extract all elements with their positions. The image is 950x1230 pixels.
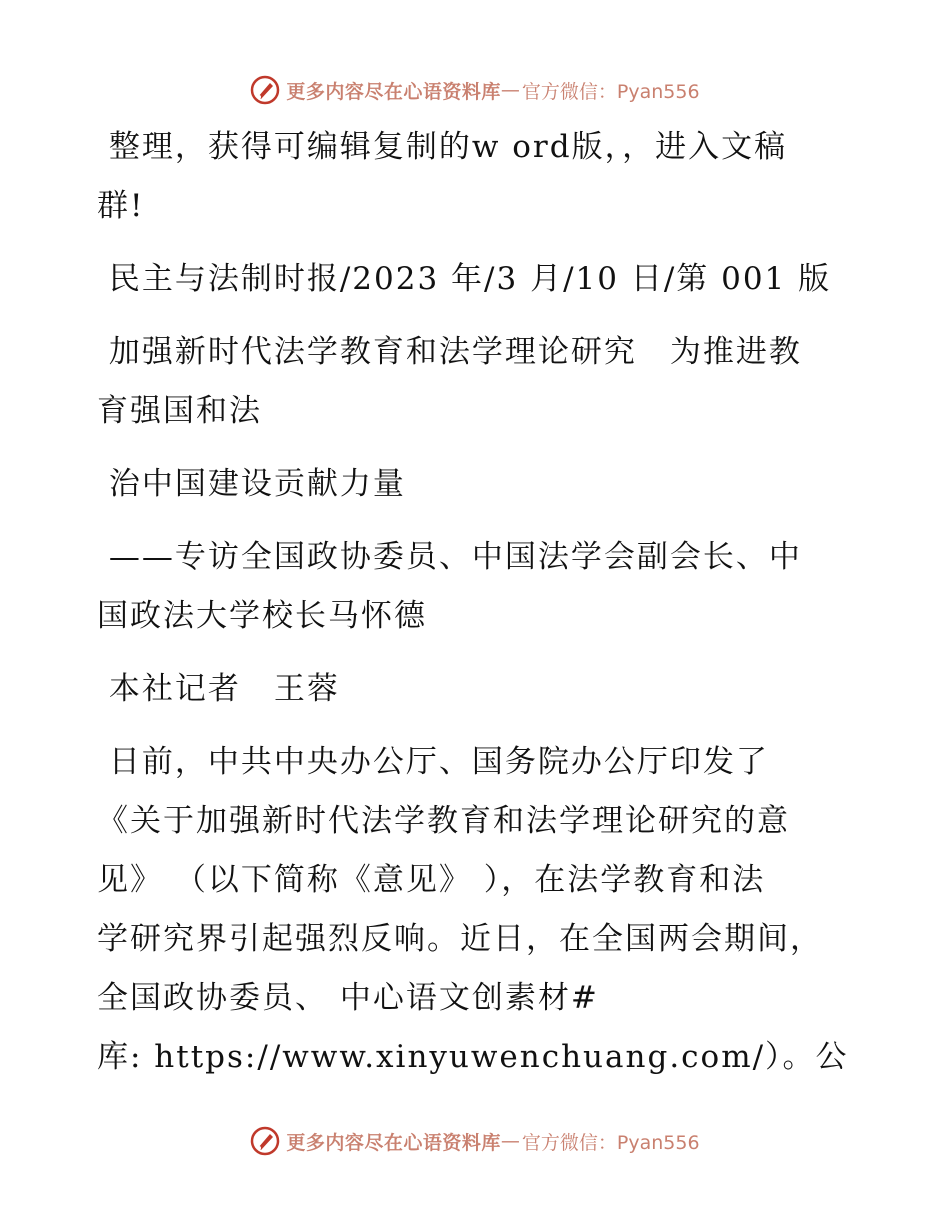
pen-seal-logo-icon	[250, 1126, 280, 1156]
paragraph-intro: 整理，获得可编辑复制的w ord版，，进入文稿 群!	[97, 129, 788, 224]
paragraph-body: 日前，中共中央办公厅、国务院办公厅印发了 《关于加强新时代法学教育和法学理论研究的意 见》 （以下简称《意见》 ），在法学教育和法 学研究界引起强烈反响。近日，在全国两会期间， 全国政协委员、 中心语文创素材# 库: https://www.xinyuwenchuang.com/）。公	[97, 744, 849, 1075]
paragraph-byline: 本社记者 王蓉	[97, 671, 340, 707]
banner-main-text: 更多内容尽在心语资料库	[286, 80, 501, 103]
paragraph-title-cont: 治中国建设贡献力量	[97, 466, 406, 502]
paragraph-subtitle: ——专访全国政协委员、中国法学会副会长、中 国政法大学校长马怀德	[97, 539, 802, 634]
banner-wechat-text: 官方微信：Pyan556	[521, 80, 700, 103]
banner-main-text: 更多内容尽在心语资料库	[286, 1131, 501, 1154]
paragraph-source: 民主与法制时报/2023 年/3 月/10 日/第 001 版	[97, 261, 832, 297]
banner-separator: —	[500, 1130, 520, 1152]
document-body	[97, 118, 857, 1087]
header-watermark-banner	[0, 70, 950, 110]
footer-watermark-banner	[0, 1121, 950, 1161]
banner-wechat-text: 官方微信：Pyan556	[521, 1131, 700, 1154]
banner-separator: —	[500, 79, 520, 101]
pen-seal-logo-icon	[250, 75, 280, 105]
paragraph-title: 加强新时代法学教育和法学理论研究 为推进教 育强国和法	[97, 334, 802, 429]
